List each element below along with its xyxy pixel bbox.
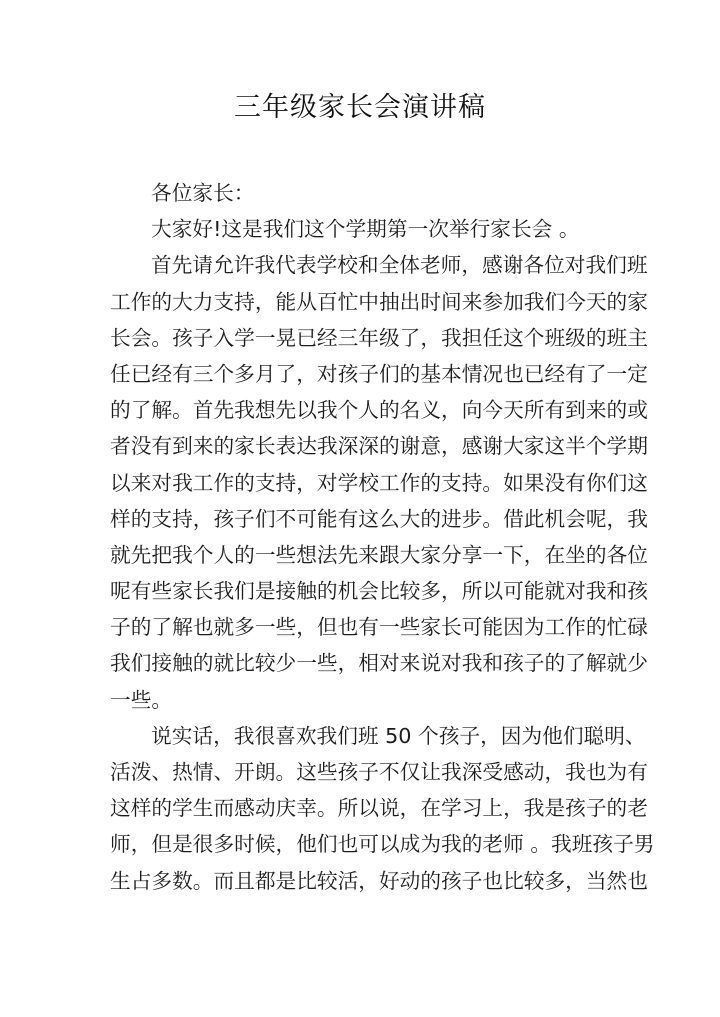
paragraph-line: 子的了解也就多一些，但也有一些家长可能因为工作的忙碌 xyxy=(110,615,648,640)
paragraph-line: 工作的大力支持，能从百忙中抽出时间来参加我们今天的家 xyxy=(110,289,648,314)
paragraph-line: 这样的学生而感动庆幸。所以说，在学习上，我是孩子的老 xyxy=(110,796,648,821)
paragraph-line: 活泼、热情、开朗。这些孩子不仅让我深受感动，我也为有 xyxy=(110,760,648,784)
paragraph-line: 说实话，我很喜欢我们班 50 个孩子，因为他们聪明、 xyxy=(151,723,646,748)
paragraph-line: 师，但是很多时候，他们也可以成为我的老师 。我班孩子男 xyxy=(110,832,655,857)
salutation: 各位家长： xyxy=(151,181,255,205)
paragraph-line: 长会。孩子入学一晃已经三年级了，我担任这个班级的班主 xyxy=(110,325,648,350)
paragraph-line: 任已经有三个多月了，对孩子们的基本情况也已经有了一定 xyxy=(110,361,648,386)
paragraph-line: 一些。 xyxy=(110,687,173,712)
document-title: 三年级家长会演讲稿 xyxy=(234,92,486,123)
paragraph-line: 者没有到来的家长表达我深深的谢意，感谢大家这半个学期 xyxy=(110,434,648,459)
paragraph-line: 呢有些家长我们是接触的机会比较多，所以可能就对我和孩 xyxy=(110,579,648,604)
paragraph-line: 我们接触的就比较少一些，相对来说对我和孩子的了解就少 xyxy=(110,651,648,676)
paragraph-line: 以来对我工作的支持，对学校工作的支持。如果没有你们这 xyxy=(110,470,648,495)
paragraph-line: 就先把我个人的一些想法先来跟大家分享一下，在坐的各位 xyxy=(110,542,648,567)
paragraph-1 xyxy=(110,247,648,717)
greeting: 大家好!这是我们这个学期第一次举行家长会 。 xyxy=(151,217,580,242)
paragraph-line: 生占多数。而且都是比较活，好动的孩子也比较多，当然也 xyxy=(110,868,648,893)
paragraph-line: 样的支持，孩子们不可能有这么大的进步。借此机会呢，我 xyxy=(110,506,648,531)
paragraph-line: 的了解。首先我想先以我个人的名义，向今天所有到来的或 xyxy=(110,398,648,423)
document-body xyxy=(110,175,655,899)
paragraph-line: 首先请允许我代表学校和全体老师，感谢各位对我们班 xyxy=(151,253,648,278)
paragraph-2 xyxy=(110,718,655,899)
